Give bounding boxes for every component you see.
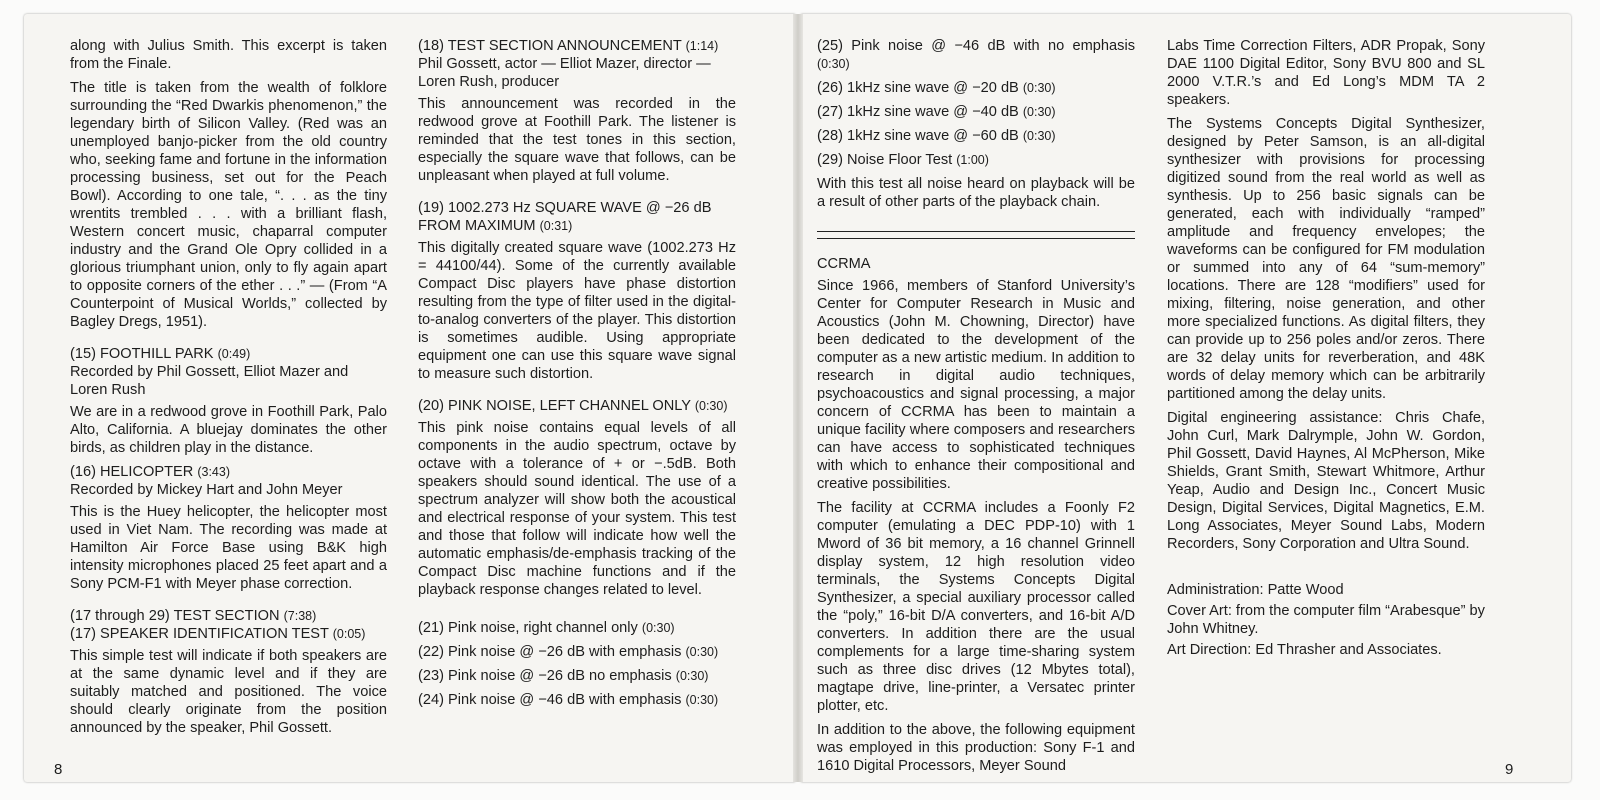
left-column-1 bbox=[70, 37, 387, 743]
ccrma-facility-paragraph: The facility at CCRMA includes a Foonly F2 computer (emulating a DEC PDP-10) with 1 Mword of 36 bit memory, a 16 channel Grinnell display system, 12 high resolution video terminals, the Systems Concepts Digital Synthesizer, a special auxiliary processor called the “poly,” 16-bit D/A converters, and 16-bit A/D converters. In addition there are the usual complements for a large time-sharing system such as three disc drives (12 Mbytes total), magtape drive, line-printer, a Versatec printer plotter, etc. bbox=[817, 500, 1135, 714]
section-15-credit: Recorded by Phil Gossett, Elliot Mazer and Loren Rush bbox=[70, 364, 349, 398]
track-list-item: (29) Noise Floor Test (1:00) bbox=[817, 152, 989, 168]
section-20-heading: (20) PINK NOISE, LEFT CHANNEL ONLY (0:30) bbox=[418, 398, 728, 414]
section-18-body: This announcement was recorded in the redwood grove at Foothill Park. The listener is reminded that the test tones in this section, especially the square wave that follows, can be unpleasant when played at full volume. bbox=[418, 96, 736, 184]
track-list-item: (27) 1kHz sine wave @ −40 dB (0:30) bbox=[817, 104, 1056, 120]
section-15-body: We are in a redwood grove in Foothill Park, Palo Alto, California. A bluejay dominates the other birds, as children play in the distance. bbox=[70, 404, 387, 456]
section-17-body: This simple test will indicate if both speakers are at the same dynamic level and if they are suitably matched and positioned. The voice should clearly originate from the position announced by the speaker, Phil Gossett. bbox=[70, 648, 387, 736]
section-16-body: This is the Huey helicopter, the helicopter most used in Viet Nam. The recording was made at Hamilton Air Force Base using B&K high intensity microphones placed 25 feet apart and a Sony PCM-F1 with Meyer phase correction. bbox=[70, 504, 387, 592]
right-column-1 bbox=[817, 37, 1135, 781]
ccrma-paragraph: Since 1966, members of Stanford University’s Center for Computer Research in Music and Acoustics (John M. Chowning, Director) have been dedicated to the development of the computer as a new artistic medium. In addition to research in digital audio techniques, psychoacoustics and signal processing, a major concern of CCRMA has been to maintain a unique facility where composers and researchers can have access to sophisticated techniques with which to enhance their compositional and creative possibilities. bbox=[817, 278, 1135, 492]
admin-credit: Administration: Patte Wood bbox=[1167, 582, 1344, 598]
noise-floor-note: With this test all noise heard on playback will be a result of other parts of the playback chain. bbox=[817, 176, 1135, 210]
test-section-heading: (17 through 29) TEST SECTION (7:38) bbox=[70, 608, 317, 624]
section-15-heading: (15) FOOTHILL PARK (0:49) bbox=[70, 346, 251, 362]
track-list-item: (23) Pink noise @ −26 dB no emphasis (0:30) bbox=[418, 668, 709, 684]
track-list-item: (24) Pink noise @ −46 dB with emphasis (0:30) bbox=[418, 692, 719, 708]
equipment-continuation: Labs Time Correction Filters, ADR Propak, Sony DAE 1100 Digital Editor, Sony BVU 800 and SL 2000 V.T.R.’s and Ed Long’s MDM TA 2 speakers. bbox=[1167, 38, 1485, 108]
right-column-2 bbox=[1167, 37, 1485, 659]
intro-continuation: along with Julius Smith. This excerpt is taken from the Finale. bbox=[70, 38, 387, 72]
track-list-item: (25) Pink noise @ −46 dB with no emphasis (0:30) bbox=[817, 38, 1135, 71]
track-list-item: (21) Pink noise, right channel only (0:30) bbox=[418, 620, 675, 636]
synthesizer-paragraph: The Systems Concepts Digital Synthesizer, designed by Peter Samson, is an all-digital synthesizer with provisions for processing digitized sound from the real world as well as synthesis. Up to 256 basic signals can be generated, each with individually “ramped” amplitude and frequency envelopes; the waveforms can be configured for FM modulation or summed into any of 64 “sum-memory” locations. There are 128 “modifiers” used for mixing, filtering, noise generation, and other more specialized functions. As digital filters, they can provide up to 256 poles and/or zeros. There are 32 delay units for reverberation, and 48K words of delay memory which can be arbitrarily partitioned among the delay units. bbox=[1167, 116, 1485, 402]
art-direction-credit: Art Direction: Ed Thrasher and Associates. bbox=[1167, 642, 1442, 658]
section-17-heading: (17) SPEAKER IDENTIFICATION TEST (0:05) bbox=[70, 626, 366, 642]
page-number-left: 8 bbox=[54, 761, 63, 778]
left-column-2 bbox=[418, 37, 736, 715]
section-16-heading: (16) HELICOPTER (3:43) bbox=[70, 464, 230, 480]
cover-art-credit: Cover Art: from the computer film “Arabesque” by John Whitney. bbox=[1167, 603, 1485, 637]
section-18-heading: (18) TEST SECTION ANNOUNCEMENT (1:14) bbox=[418, 38, 719, 54]
ccrma-equipment-paragraph: In addition to the above, the following equipment was employed in this production: Sony F-1 and 1610 Digital Processors, Meyer Sound bbox=[817, 722, 1135, 774]
track-list-item: (28) 1kHz sine wave @ −60 dB (0:30) bbox=[817, 128, 1056, 144]
track-list-item: (22) Pink noise @ −26 dB with emphasis (0:30) bbox=[418, 644, 719, 660]
book-gutter bbox=[793, 14, 803, 782]
track-list-item: (26) 1kHz sine wave @ −20 dB (0:30) bbox=[817, 80, 1056, 96]
ccrma-heading: CCRMA bbox=[817, 256, 871, 272]
section-20-body: This pink noise contains equal levels of all components in the audio spectrum, octave by octave with a tolerance of + or −.5dB. Both speakers should sound identical. The use of a spectrum analyzer will show both the acoustical and electrical response of your system. This test and those that follow will indicate how well the automatic emphasis/de-emphasis tracking of the Compact Disc machine functions and if the playback response changes related to level. bbox=[418, 420, 736, 598]
section-19-heading: (19) 1002.273 Hz SQUARE WAVE @ −26 dB FROM MAXIMUM (0:31) bbox=[418, 200, 712, 234]
page-number-right: 9 bbox=[1505, 761, 1514, 778]
section-18-credit: Phil Gossett, actor — Elliot Mazer, director — Loren Rush, producer bbox=[418, 56, 711, 90]
section-19-body: This digitally created square wave (1002.273 Hz = 44100/44). Some of the currently available Compact Disc players have phase distortion resulting from the type of filter used in the digital-to-analog converters of the player. This distortion is sometimes audible. Using appropriate equipment one can use this square wave signal to measure such distortion. bbox=[418, 240, 736, 382]
intro-paragraph: The title is taken from the wealth of folklore surrounding the “Red Dwarkis phenomenon,” the legendary birth of Silicon Valley. (Red was an unemployed banjo-picker from the old country who, seeking fame and fortune in the information processing business, set out for the Peach Bowl). According to one tale, “. . . as the tiny wrentits trembled . . . with a brilliant flash, Western concert music, chaparral computer industry and the Grand Ole Opry collided in a glorious triumphant union, only to fly again apart to opposite corners of the ether . . .” — (From “A Counterpoint of Musical Worlds,” collected by Bagley Dregs, 1951). bbox=[70, 80, 387, 330]
section-16-credit: Recorded by Mickey Hart and John Meyer bbox=[70, 482, 343, 498]
engineering-credits: Digital engineering assistance: Chris Chafe, John Curl, Mark Dalrymple, John W. Gordon, Phil Gossett, David Haynes, Al McPherson, Mike Shields, Grant Smith, Stewart Whitmore, Arthur Yeap, Audio and Design Inc., Concert Music Design, Digital Services, Digital Magnetics, E.M. Long Associates, Meyer Sound Labs, Modern Recorders, Sony Corporation and Ultra Sound. bbox=[1167, 410, 1485, 552]
